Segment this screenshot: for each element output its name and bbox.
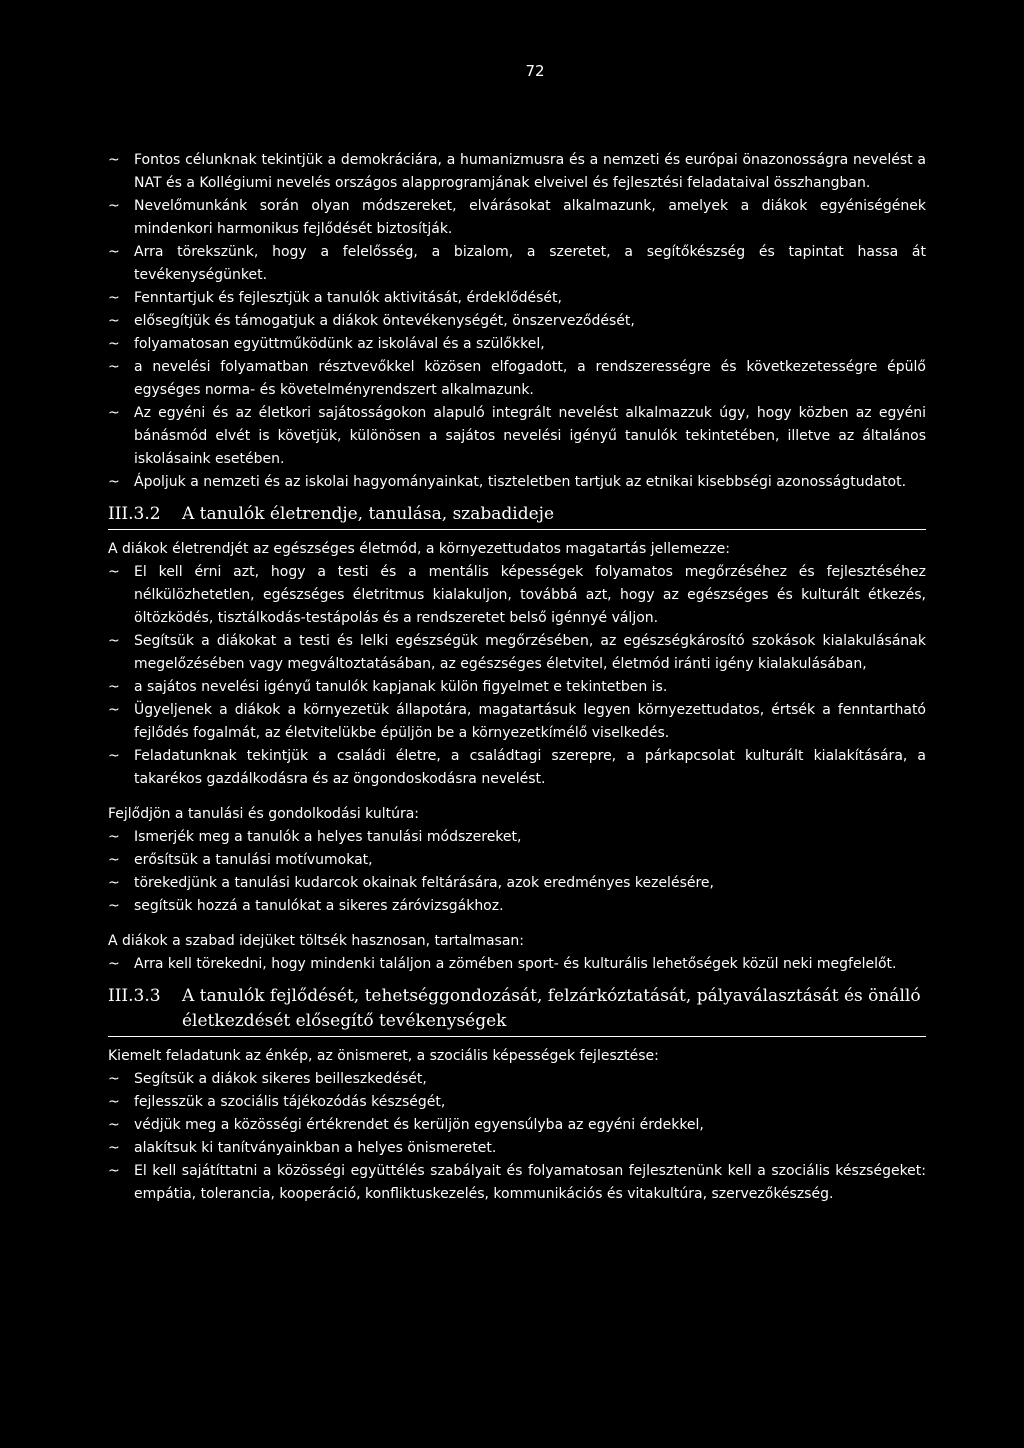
- list-item: ~ Ápoljuk a nemzeti és az iskolai hagyományainkat, tiszteletben tartjuk az etnikai kisebbségi azonosságtudatot.: [108, 471, 926, 494]
- section-number: III.3.2: [108, 504, 161, 524]
- bullet-marker: ~: [108, 405, 120, 421]
- list-item: ~ Feladatunknak tekintjük a családi életre, a családtagi szerepre, a párkapcsolat kulturált kialakítására, a takarékos gazdálkodásra és az öngondoskodásra nevelést.: [108, 745, 926, 791]
- learning-list: [108, 826, 926, 918]
- lifestyle-list: [108, 561, 926, 791]
- goals-list: [108, 149, 926, 494]
- bullet-marker: ~: [108, 1094, 120, 1110]
- list-item: ~ Az egyéni és az életkori sajátosságokon alapuló integrált nevelést alkalmazzuk úgy, hogy közben az egyéni bánásmód elvét is követjük, különösen a sajátos nevelési igényű tanulók tekintetében, illetve az általános iskolásaink esetében.: [108, 402, 926, 471]
- bullet-marker: ~: [108, 359, 120, 375]
- list-item: ~ a nevelési folyamatban résztvevőkkel közösen elfogadott, a rendszerességre és következetességre épülő egységes norma- és követelményrendszert alkalmazunk.: [108, 356, 926, 402]
- leisure-list: [108, 953, 926, 976]
- bullet-marker: ~: [108, 875, 120, 891]
- bullet-marker: ~: [108, 852, 120, 868]
- bullet-marker: ~: [108, 898, 120, 914]
- section-title: A tanulók életrendje, tanulása, szabadideje: [182, 504, 554, 524]
- bullet-marker: ~: [108, 956, 120, 972]
- bullet-marker: ~: [108, 1117, 120, 1133]
- list-item: ~ Ügyeljenek a diákok a környezetük állapotára, magatartásuk legyen környezettudatos, értsék a fenntartható fejlődés fogalmát, az életvitelükbe épüljön be a környezetkímélő viselkedés.: [108, 699, 926, 745]
- section-title: A tanulók fejlődését, tehetséggondozását, felzárkóztatását, pályaválasztását és önálló életkezdését elősegítő tevékenységek: [182, 986, 921, 1031]
- page-number: 72: [525, 62, 545, 80]
- bullet-marker: ~: [108, 1140, 120, 1156]
- list-item: ~ alakítsuk ki tanítványainkban a helyes önismeretet.: [108, 1137, 926, 1160]
- list-item: ~ Arra kell törekedni, hogy mindenki találjon a zömében sport- és kulturális lehetőségek közül neki megfelelőt.: [108, 953, 926, 976]
- bullet-marker: ~: [108, 336, 120, 352]
- list-item: ~ El kell érni azt, hogy a testi és a mentális képességek folyamatos megőrzéséhez és fejlesztéséhez nélkülözhetetlen, egészséges életritmus kialakuljon, továbbá azt, hogy az egészséges és kulturált étkezés, öltözködés, tisztálkodás-testápolás és a rendszeretet belső igénnyé váljon.: [108, 561, 926, 630]
- page-content: [108, 149, 926, 1206]
- paragraph-lead: Fejlődjön a tanulási és gondolkodási kultúra:: [108, 806, 420, 822]
- paragraph-lead: A diákok életrendjét az egészséges életmód, a környezettudatos magatartás jellemezze:: [108, 541, 730, 557]
- list-item: ~ El kell sajátíttatni a közösségi együttélés szabályait és folyamatosan fejlesztenünk kell a szociális készségeket: empátia, tolerancia, kooperáció, konfliktuskezelés, kommunikációs és vitakultúra, szervezőkészség.: [108, 1160, 926, 1206]
- bullet-marker: ~: [108, 564, 120, 580]
- paragraph-lead: Kiemelt feladatunk az énkép, az önismeret, a szociális képességek fejlesztése:: [108, 1048, 659, 1064]
- bullet-marker: ~: [108, 748, 120, 764]
- social-skills-list: [108, 1068, 926, 1206]
- bullet-marker: ~: [108, 198, 120, 214]
- bullet-marker: ~: [108, 244, 120, 260]
- list-item: ~ Arra törekszünk, hogy a felelősség, a bizalom, a szeretet, a segítőkészség és tapintat hassa át tevékenységünket.: [108, 241, 926, 287]
- list-item: ~ a sajátos nevelési igényű tanulók kapjanak külön figyelmet e tekintetben is.: [108, 676, 926, 699]
- bullet-marker: ~: [108, 702, 120, 718]
- spacer: [108, 791, 926, 803]
- list-item: ~ törekedjünk a tanulási kudarcok okainak feltárására, azok eredményes kezelésére,: [108, 872, 926, 895]
- list-item: ~ Nevelőmunkánk során olyan módszereket, elvárásokat alkalmazunk, amelyek a diákok egyéniségének mindenkori harmonikus fejlődését biztosítják.: [108, 195, 926, 241]
- bullet-marker: ~: [108, 679, 120, 695]
- bullet-marker: ~: [108, 633, 120, 649]
- list-item: ~ Fontos célunknak tekintjük a demokráciára, a humanizmusra és a nemzeti és európai önazonosságra nevelést a NAT és a Kollégiumi nevelés országos alapprogramjának elveivel és fejlesztési feladataival összhangban.: [108, 149, 926, 195]
- list-item: ~ Segítsük a diákokat a testi és lelki egészségük megőrzésében, az egészségkárosító szokások kialakulásának megelőzésében vagy megváltoztatásában, az egészséges életvitel, életmód iránti igény kialakulásában,: [108, 630, 926, 676]
- bullet-marker: ~: [108, 1163, 120, 1179]
- bullet-marker: ~: [108, 1071, 120, 1087]
- list-item: ~ erősítsük a tanulási motívumokat,: [108, 849, 926, 872]
- section-heading-332: [108, 502, 926, 530]
- bullet-marker: ~: [108, 829, 120, 845]
- list-item: ~ Ismerjék meg a tanulók a helyes tanulási módszereket,: [108, 826, 926, 849]
- section-number: III.3.3: [108, 986, 161, 1006]
- paragraph-lead: A diákok a szabad idejüket töltsék hasznosan, tartalmasan:: [108, 933, 525, 949]
- bullet-marker: ~: [108, 474, 120, 490]
- list-item: ~ elősegítjük és támogatjuk a diákok öntevékenységét, önszerveződését,: [108, 310, 926, 333]
- list-item: ~ folyamatosan együttműködünk az iskolával és a szülőkkel,: [108, 333, 926, 356]
- list-item: ~ Segítsük a diákok sikeres beilleszkedését,: [108, 1068, 926, 1091]
- bullet-marker: ~: [108, 313, 120, 329]
- bullet-marker: ~: [108, 152, 120, 168]
- section-heading-333: [108, 984, 926, 1037]
- bullet-marker: ~: [108, 290, 120, 306]
- list-item: ~ fejlesszük a szociális tájékozódás készségét,: [108, 1091, 926, 1114]
- spacer: [108, 918, 926, 930]
- list-item: ~ Fenntartjuk és fejlesztjük a tanulók aktivitását, érdeklődését,: [108, 287, 926, 310]
- list-item: ~ segítsük hozzá a tanulókat a sikeres záróvizsgákhoz.: [108, 895, 926, 918]
- list-item: ~ védjük meg a közösségi értékrendet és kerüljön egyensúlyba az egyéni érdekkel,: [108, 1114, 926, 1137]
